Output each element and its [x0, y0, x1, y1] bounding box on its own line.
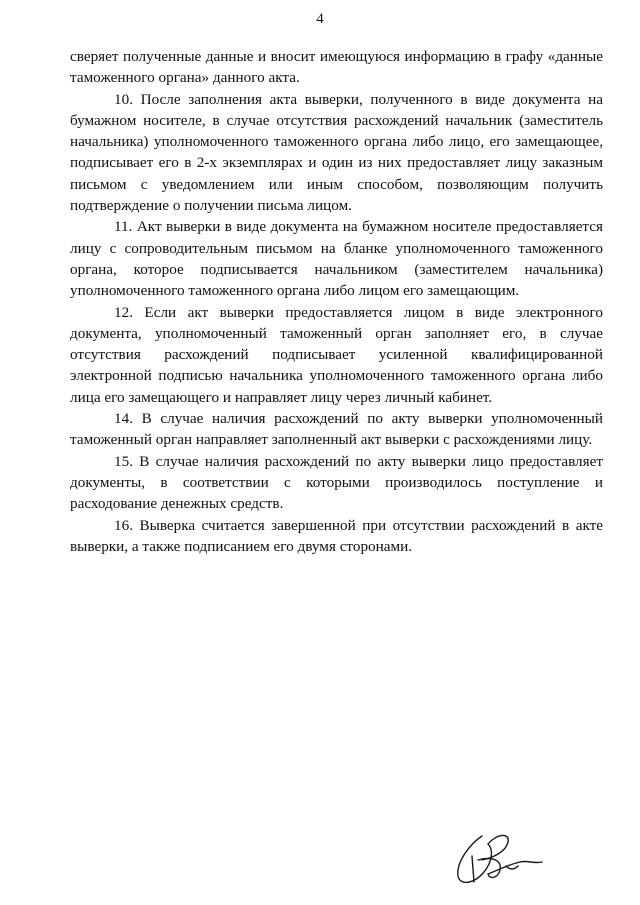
document-body: [70, 46, 603, 557]
handwritten-signature-icon: [448, 826, 548, 890]
paragraph-continuation: сверяет полученные данные и вносит имеющуюся информацию в графу «данные таможенного органа» данного акта.: [70, 48, 603, 87]
page-number: 4: [316, 11, 324, 27]
paragraph-11: 11. Акт выверки в виде документа на бумажном носителе предоставляется лицу с сопроводительным письмом на бланке уполномоченного таможенного органа, которое подписывается начальником (заместителем начальника) уполномоченного таможенного органа либо лицом его замещающим.: [70, 218, 603, 300]
paragraph-16: 16. Выверка считается завершенной при отсутствии расхождений в акте выверки, а также подписанием его двумя сторонами.: [70, 516, 603, 555]
paragraph-10: 10. После заполнения акта выверки, полученного в виде документа на бумажном носителе, в случае отсутствия расхождений начальник (заместитель начальника) уполномоченного таможенного органа либо лицо, его замещающее, подписывает его в 2-х экземплярах и один из них предоставляет лицу заказным письмом с уведомлением или иным способом, позволяющим получить подтверждение о получении письма лицом.: [70, 90, 603, 215]
paragraph-15: 15. В случае наличия расхождений по акту выверки лицо предоставляет документы, в соответствии с которыми производилось поступление и расходование денежных средств.: [70, 452, 603, 513]
paragraph-12: 12. Если акт выверки предоставляется лицом в виде электронного документа, уполномоченный таможенный орган заполняет его, в случае отсутствия расхождений подписывает усиленной квалифицированной электронной подписью начальника уполномоченного таможенного органа либо лица его замещающего и направляет лицу через личный кабинет.: [70, 303, 603, 406]
paragraph-14: 14. В случае наличия расхождений по акту выверки уполномоченный таможенный орган направляет заполненный акт выверки с расхождениями лицу.: [70, 410, 603, 449]
